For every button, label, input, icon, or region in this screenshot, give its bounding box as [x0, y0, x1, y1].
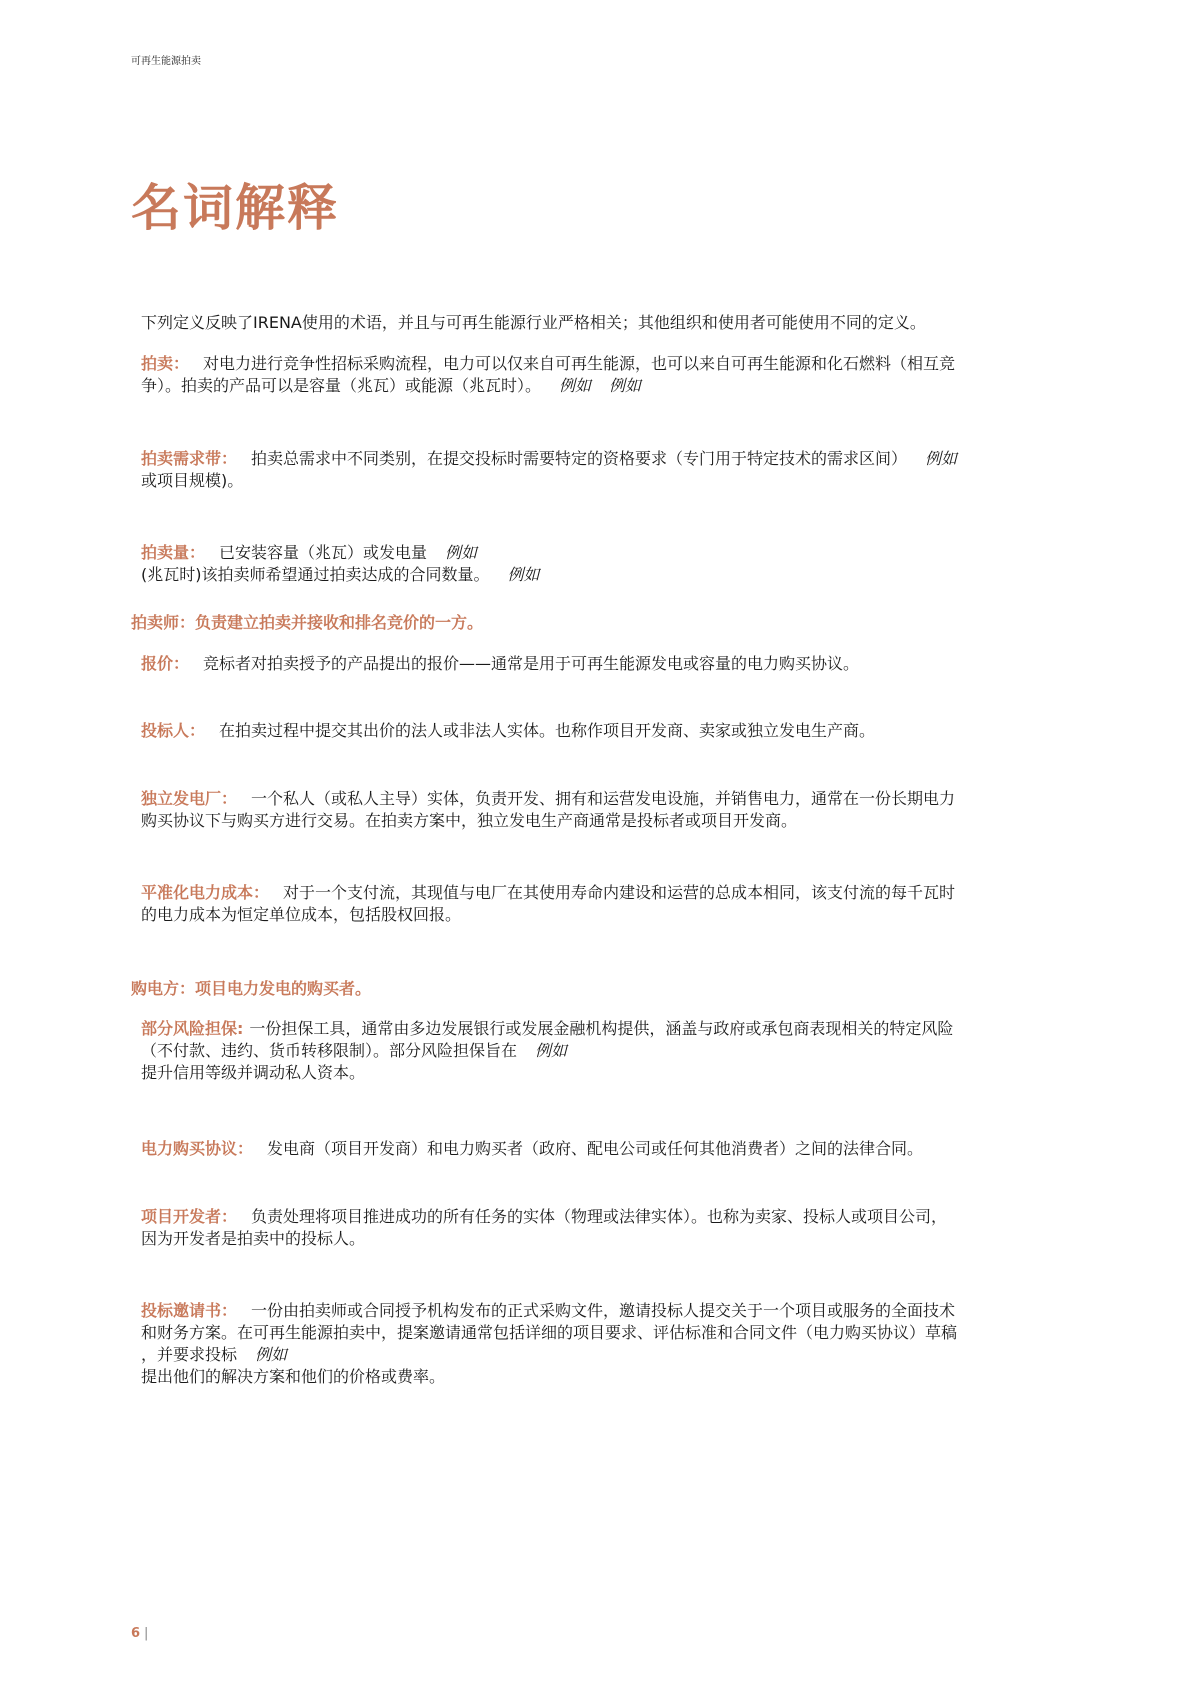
term-lcoe: [141, 882, 1071, 926]
term-auction: [141, 353, 1071, 397]
term-developer: [141, 1206, 1071, 1250]
term-offtaker: [131, 978, 1061, 1000]
footer-separator: |: [144, 1626, 149, 1641]
definition-line: 负责处理将项目推进成功的所有任务的实体（物理或法律实体）。也称为卖家、投标人或项目公司，: [251, 1207, 948, 1226]
term-label: 部分风险担保:: [141, 1019, 244, 1038]
example-marker: 例如: [535, 1041, 568, 1060]
definition-line: 对于一个支付流，其现值与电厂在其使用寿命内建设和运营的总成本相同，该支付流的每千瓦时: [283, 883, 956, 902]
term-label: 拍卖量：: [141, 543, 206, 562]
term-rfp: [141, 1300, 1071, 1388]
definition-line: 因为开发者是拍卖中的投标人。: [141, 1229, 366, 1248]
term-bid: [141, 653, 1071, 675]
example-marker: 例如: [507, 565, 540, 584]
term-prg: [141, 1018, 1071, 1084]
definition-line: 提升信用等级并调动私人资本。: [141, 1063, 366, 1082]
term-demand-band: [141, 448, 1071, 492]
definition-line: 发电商（项目开发商）和电力购买者（政府、配电公司或任何其他消费者）之间的法律合同。: [267, 1139, 924, 1158]
term-volume: [141, 542, 1071, 586]
term-bidder: [141, 720, 1071, 742]
definition-line: 或项目规模)。: [141, 471, 244, 490]
term-label: 项目开发者：: [141, 1207, 238, 1226]
definition-line: 争）。拍卖的产品可以是容量（兆瓦）或能源（兆瓦时）。: [141, 376, 542, 395]
example-marker: 例如: [925, 449, 958, 468]
example-marker: 例如: [445, 543, 478, 562]
term-label: 投标邀请书：: [141, 1301, 238, 1320]
definition-line: 拍卖总需求中不同类别，在提交投标时需要特定的资格要求（专门用于特定技术的需求区间）: [251, 449, 908, 468]
definition-line: 和财务方案。在可再生能源拍卖中，提案邀请通常包括详细的项目要求、评估标准和合同文件（电力购买协议）草稿: [141, 1323, 958, 1342]
definition-line: 对电力进行竞争性招标采购流程，电力可以仅来自可再生能源，也可以来自可再生能源和化石燃料（相互竞: [203, 354, 956, 373]
example-marker: 例如: [609, 376, 642, 395]
term-heading: 拍卖师：负责建立拍卖并接收和排名竞价的一方。: [131, 613, 484, 632]
definition-line: (兆瓦时)该拍卖师希望通过拍卖达成的合同数量。: [141, 565, 490, 584]
term-label: 独立发电厂：: [141, 789, 238, 808]
term-label: 拍卖需求带：: [141, 449, 238, 468]
term-ipp: [141, 788, 1071, 832]
term-label: 平准化电力成本：: [141, 883, 270, 902]
example-marker: 例如: [559, 376, 592, 395]
definition-line: 一个私人（或私人主导）实体，负责开发、拥有和运营发电设施，并销售电力，通常在一份长期电力: [251, 789, 956, 808]
term-label: 电力购买协议：: [141, 1139, 254, 1158]
page-footer: [131, 1626, 148, 1641]
example-marker: 例如: [255, 1345, 288, 1364]
definition-line: 一份由拍卖师或合同授予机构发布的正式采购文件，邀请投标人提交关于一个项目或服务的全面技术: [251, 1301, 956, 1320]
intro-paragraph: 下列定义反映了IRENA使用的术语，并且与可再生能源行业严格相关；其他组织和使用者可能使用不同的定义。: [141, 313, 926, 332]
definition-line: （不付款、违约、货币转移限制）。部分风险担保旨在: [141, 1041, 518, 1060]
page-number: 6: [131, 1626, 141, 1641]
term-label: 拍卖：: [141, 354, 190, 373]
definition-line: 竞标者对拍卖授予的产品提出的报价——通常是用于可再生能源发电或容量的电力购买协议。: [203, 654, 860, 673]
definition-line: 已安装容量（兆瓦）或发电量: [219, 543, 428, 562]
page-title: 名词解释: [131, 179, 339, 237]
definition-line: 的电力成本为恒定单位成本，包括股权回报。: [141, 905, 462, 924]
definition-line: ，并要求投标: [141, 1345, 238, 1364]
term-auctioneer: [131, 612, 1061, 634]
running-header: 可再生能源拍卖: [131, 56, 201, 67]
term-label: 报价：: [141, 654, 190, 673]
definition-line: 购买协议下与购买方进行交易。在拍卖方案中，独立发电生产商通常是投标者或项目开发商。: [141, 811, 798, 830]
term-ppa: [141, 1138, 1071, 1160]
term-heading: 购电方：项目电力发电的购买者。: [131, 979, 372, 998]
definition-line: 一份担保工具，通常由多边发展银行或发展金融机构提供，涵盖与政府或承包商表现相关的特定风险: [249, 1019, 954, 1038]
definition-line: 在拍卖过程中提交其出价的法人或非法人实体。也称作项目开发商、卖家或独立发电生产商。: [219, 721, 876, 740]
definition-line: 提出他们的解决方案和他们的价格或费率。: [141, 1367, 446, 1386]
term-label: 投标人：: [141, 721, 206, 740]
